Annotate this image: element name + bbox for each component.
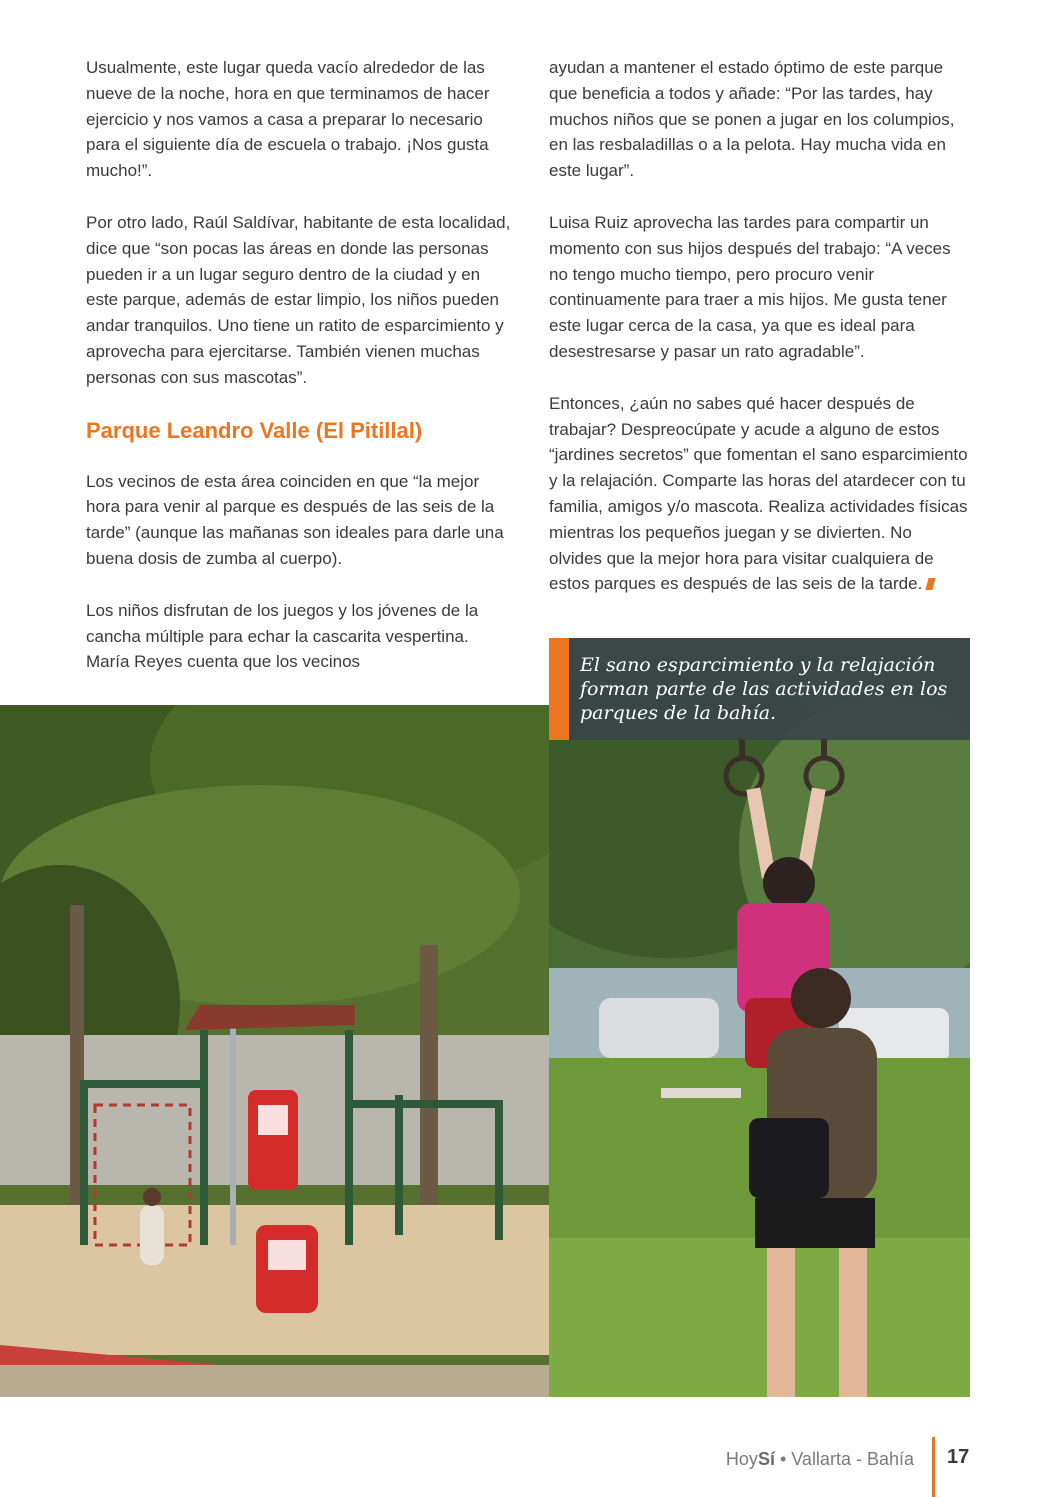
section-heading: Parque Leandro Valle (El Pitillal) — [86, 417, 423, 443]
mother-daughter-photo — [549, 638, 970, 1397]
end-of-article-mark — [926, 578, 936, 590]
footer-brand-bold: Sí — [757, 1449, 775, 1469]
playground-photo — [0, 705, 549, 1397]
paragraph: Los vecinos de esta área coinciden en que “la mejor hora para venir al parque es después de las seis de la tarde” (aunque las mañanas son ideales para darle una buena dosis de zumba al cuerpo). — [86, 471, 504, 568]
footer-divider — [932, 1437, 935, 1497]
paragraph: Por otro lado, Raúl Saldívar, habitante de esta localidad, dice que “son pocas las áreas en donde las personas pueden ir a un lugar seguro dentro de la ciudad y en este parque, además de estar limpio, los niños pueden andar tranquilos. Uno tiene un ratito de esparcimiento y aprovecha para ejercitarse. También vienen muchas personas con sus mascotas”. — [86, 212, 511, 387]
page-number: 17 — [947, 1446, 970, 1468]
left-column — [86, 55, 514, 701]
closing-text: Entonces, ¿aún no sabes qué hacer después de trabajar? Despreocúpate y acude a alguno de estos “jardines secretos” que fomentan el sano esparcimiento y la relajación. Comparte las horas del atardecer con tu familia, amigos y/o mascota. Realiza actividades físicas mientras los pequeños juegan y se divierten. No olvides que la mejor hora para visitar cualquiera de estos parques es después de las seis de la tarde. — [549, 393, 968, 594]
playground-illustration — [0, 705, 549, 1397]
paragraph: Los niños disfrutan de los juegos y los jóvenes de la cancha múltiple para echar la cascarita vespertina. María Reyes cuenta que los vecinos — [86, 600, 479, 672]
right-column — [549, 55, 969, 623]
closing-paragraph — [549, 391, 969, 597]
mother-daughter-illustration — [549, 638, 970, 1397]
caption-accent-bar — [549, 638, 569, 740]
paragraph: Usualmente, este lugar queda vacío alrededor de las nueve de la noche, hora en que terminamos de hacer ejercicio y nos vamos a casa a preparar lo necesario para el siguiente día de escuela o trabajo. ¡Nos gusta mucho!”. — [86, 58, 490, 181]
footer-brand-prefix: Hoy — [725, 1449, 758, 1469]
paragraph: ayudan a mantener el estado óptimo de este parque que beneficia a todos y añade: “Por las tardes, hay muchos niños que se ponen a jugar en los columpios, en las resbaladillas o a la pelota. Hay mucha vida en este lugar”. — [549, 58, 955, 181]
paragraph: Luisa Ruiz aprovecha las tardes para compartir un momento con sus hijos después del trabajo: “A veces no tengo mucho tiempo, pero procuro venir continuamente para traer a mis hijos. Me gusta tener este lugar cerca de la casa, ya que es ideal para desestresarse y pasar un rato agradable”. — [549, 212, 951, 361]
footer-publication — [726, 1449, 914, 1470]
photo-caption: El sano esparcimiento y la relajación forman parte de las actividades en los parques de la bahía. — [580, 654, 948, 724]
footer-brand-suffix: • Vallarta - Bahía — [774, 1449, 914, 1469]
photo-caption-box — [549, 638, 970, 740]
